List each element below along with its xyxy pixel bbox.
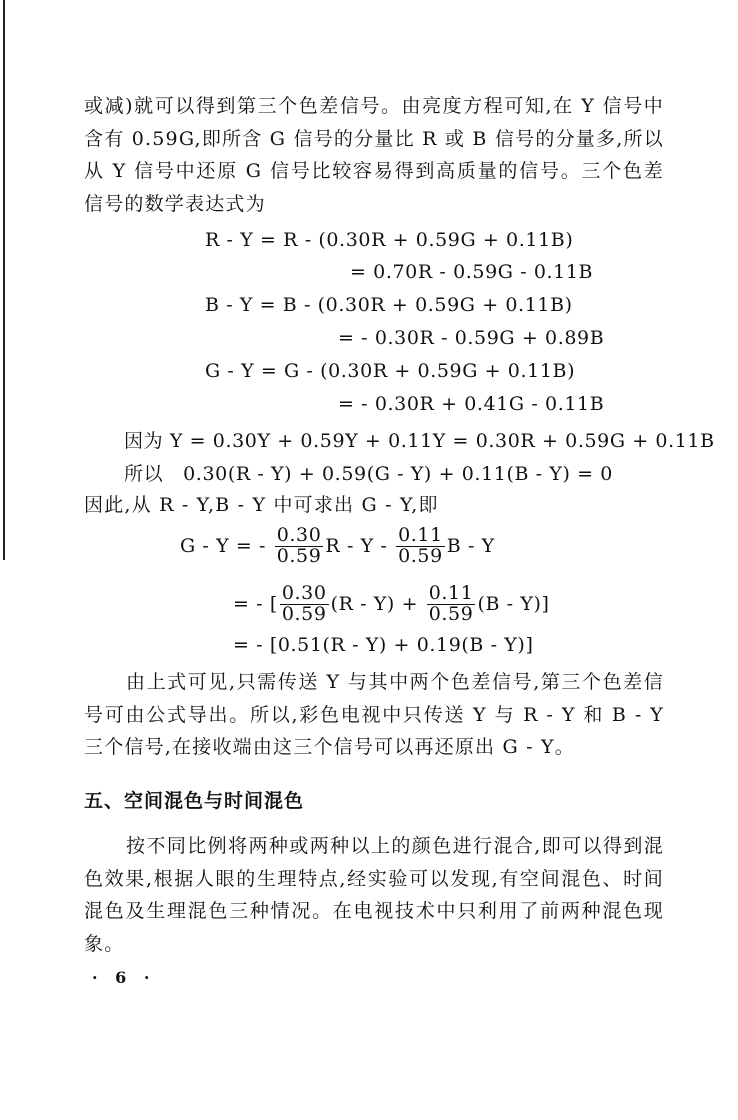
- section-heading: 五、空间混色与时间混色: [84, 790, 305, 812]
- equation-b-minus-y-result: = - 0.30R - 0.59G + 0.89B: [338, 327, 605, 349]
- paragraph-color-difference-intro: 或减)就可以得到第三个色差信号。由亮度方程可知,在 Y 信号中含有 0.59G,即所含 G 信号的分量比 R 或 B 信号的分量多,所以从 Y 信号中还原 G 信号比较容易得到高质量的信号。三个色差信号的数学表达式为: [84, 95, 664, 215]
- derivation-line-3: = - [0.51(R - Y) + 0.19(B - Y)]: [233, 634, 534, 656]
- derivation-line-1-lhs: G - Y = -: [180, 535, 273, 558]
- fraction-011-over-059-b: $\frac{0.11}{0.59}$: [428, 582, 474, 625]
- equation-because-luminance: 因为 Y = 0.30Y + 0.59Y + 0.11Y = 0.30R + 0.59G + 0.11B: [124, 430, 715, 452]
- binding-edge-line: [3, 0, 5, 560]
- derivation-intro-text: 因此,从 R - Y,B - Y 中可求出 G - Y,即: [84, 494, 439, 516]
- equation-r-minus-y-result: = 0.70R - 0.59G - 0.11B: [350, 261, 594, 283]
- fraction-030-over-059: $\frac{0.30}{0.59}$: [276, 524, 322, 567]
- fraction-011-over-059: $\frac{0.11}{0.59}$: [398, 524, 443, 567]
- page-number: · 6 ·: [92, 968, 156, 987]
- equation-therefore-sum: 所以 0.30(R - Y) + 0.59(G - Y) + 0.11(B - Y) = 0: [124, 463, 613, 485]
- fraction-030-over-059-b: $\frac{0.30}{0.59}$: [281, 582, 327, 625]
- derivation-line-1-mid: R - Y -: [325, 535, 395, 558]
- equation-g-minus-y-result: = - 0.30R + 0.41G - 0.11B: [338, 393, 605, 415]
- equation-g-minus-y: G - Y = G - (0.30R + 0.59G + 0.11B): [205, 360, 576, 382]
- equation-b-minus-y: B - Y = B - (0.30R + 0.59G + 0.11B): [205, 294, 573, 316]
- derivation-line-2: = - [ $\frac{0.30}{0.59}$ (R - Y) + $\frac{0.11}{0.59}$ (B - Y)]: [233, 582, 550, 625]
- derivation-line-1: [180, 526, 495, 567]
- paragraph-transmission-conclusion: 由上式可见,只需传送 Y 与其中两个色差信号,第三个色差信号可由公式导出。所以,彩色电视中只传送 Y 与 R - Y 和 B - Y 三个信号,在接收端由这三个信号可以再还原出 G - Y。: [84, 671, 664, 758]
- equation-r-minus-y: R - Y = R - (0.30R + 0.59G + 0.11B): [205, 229, 574, 251]
- paragraph-color-mixing: 按不同比例将两种或两种以上的颜色进行混合,即可以得到混色效果,根据人眼的生理特点,经实验可以发现,有空间混色、时间混色及生理混色三种情况。在电视技术中只利用了前两种混色现象。: [84, 835, 664, 955]
- derivation-line-1-end: B - Y: [446, 535, 495, 558]
